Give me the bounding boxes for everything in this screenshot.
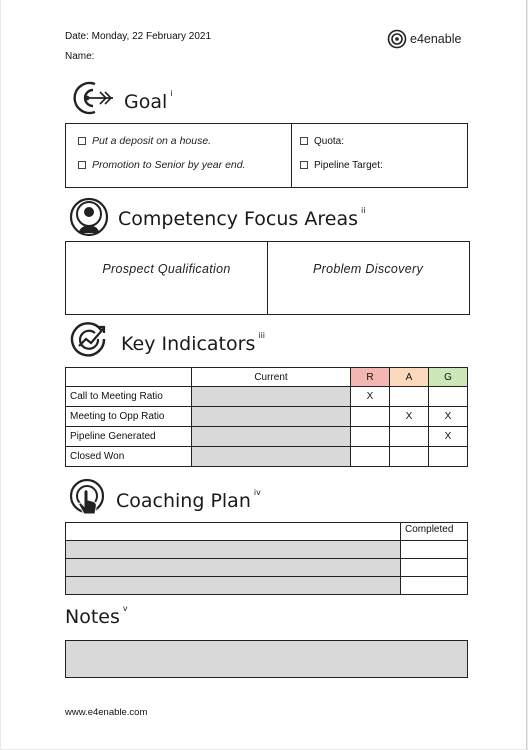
completed-cell[interactable]	[401, 559, 468, 577]
table-row	[66, 559, 468, 577]
competency-area: Prospect Qualification	[102, 262, 231, 276]
completed-cell[interactable]	[401, 541, 468, 559]
table-row	[66, 387, 468, 407]
checkbox-icon[interactable]	[78, 161, 86, 169]
current-cell[interactable]	[192, 427, 351, 447]
table-row	[66, 577, 468, 595]
column-header-amber: A	[390, 368, 429, 387]
indicators-header-row	[66, 368, 468, 387]
goal-heading	[124, 91, 173, 113]
person-target-icon	[69, 197, 109, 237]
competency-divider	[267, 242, 268, 314]
competency-footnote-marker: ii	[361, 206, 366, 215]
goal-item	[78, 135, 211, 147]
competency-title: Competency Focus Areas	[118, 208, 358, 230]
column-header-completed: Completed	[401, 523, 468, 541]
quota-field	[300, 136, 344, 147]
coaching-heading	[116, 490, 261, 512]
completed-cell[interactable]	[401, 577, 468, 595]
indicator-label: Closed Won	[66, 447, 192, 467]
notes-field[interactable]	[65, 640, 468, 678]
indicator-label: Pipeline Generated	[66, 427, 192, 447]
date-line: Date: Monday, 22 February 2021	[65, 31, 212, 42]
indicators-heading	[121, 333, 265, 355]
goal-box	[65, 123, 468, 188]
coaching-title: Coaching Plan	[116, 490, 251, 512]
rag-green-cell[interactable]: X	[429, 407, 468, 427]
goal-item	[78, 159, 246, 171]
coaching-table	[65, 522, 468, 595]
name-line: Name:	[65, 51, 95, 62]
column-header-current: Current	[192, 368, 351, 387]
rag-amber-cell[interactable]	[390, 387, 429, 407]
rag-red-cell[interactable]	[351, 407, 390, 427]
checkbox-icon[interactable]	[300, 161, 308, 169]
table-row	[66, 427, 468, 447]
rag-green-cell[interactable]	[429, 387, 468, 407]
rag-green-cell[interactable]: X	[429, 427, 468, 447]
table-row	[66, 407, 468, 427]
competency-heading	[118, 208, 365, 230]
rag-red-cell[interactable]: X	[351, 387, 390, 407]
goal-item-text: Put a deposit on a house.	[92, 135, 212, 147]
checkbox-icon[interactable]	[300, 137, 308, 145]
indicators-table	[65, 367, 468, 467]
header-blank-cell	[66, 368, 192, 387]
goal-item-text: Promotion to Senior by year end.	[92, 159, 246, 171]
gauge-trend-icon	[70, 320, 108, 358]
goal-footnote-marker: i	[170, 89, 173, 98]
current-cell[interactable]	[192, 407, 351, 427]
pipeline-target-field	[300, 160, 383, 171]
pipeline-target-label: Pipeline Target:	[314, 160, 383, 171]
column-header-red: R	[351, 368, 390, 387]
indicators-footnote-marker: iii	[258, 331, 266, 340]
column-header-green: G	[429, 368, 468, 387]
coaching-action-cell[interactable]	[66, 577, 401, 595]
quota-label: Quota:	[314, 136, 345, 147]
rag-amber-cell[interactable]	[390, 427, 429, 447]
competency-box	[65, 241, 470, 315]
footer-url[interactable]: www.e4enable.com	[65, 707, 148, 718]
touch-target-icon	[69, 478, 109, 520]
target-arrow-icon	[69, 80, 117, 116]
competency-area: Problem Discovery	[313, 262, 423, 276]
notes-footnote-marker: v	[122, 604, 128, 613]
checkbox-icon[interactable]	[78, 137, 86, 145]
table-row	[66, 541, 468, 559]
rag-green-cell[interactable]	[429, 447, 468, 467]
rag-red-cell[interactable]	[351, 427, 390, 447]
goal-divider	[291, 124, 292, 187]
notes-title: Notes	[65, 606, 120, 628]
coaching-action-cell[interactable]	[66, 559, 401, 577]
brand-logo-icon	[387, 29, 407, 49]
current-cell[interactable]	[192, 387, 351, 407]
coaching-header-row	[66, 523, 468, 541]
goal-title: Goal	[124, 91, 168, 113]
indicators-title: Key Indicators	[121, 333, 256, 355]
brand-name: e4enable	[410, 32, 462, 46]
rag-red-cell[interactable]	[351, 447, 390, 467]
indicator-label: Call to Meeting Ratio	[66, 387, 192, 407]
rag-amber-cell[interactable]	[390, 447, 429, 467]
header-blank-cell	[66, 523, 401, 541]
current-cell[interactable]	[192, 447, 351, 467]
coaching-action-cell[interactable]	[66, 541, 401, 559]
indicator-label: Meeting to Opp Ratio	[66, 407, 192, 427]
rag-amber-cell[interactable]: X	[390, 407, 429, 427]
document-page	[1, 0, 527, 749]
coaching-footnote-marker: iv	[253, 488, 261, 497]
notes-heading	[65, 606, 128, 628]
table-row	[66, 447, 468, 467]
